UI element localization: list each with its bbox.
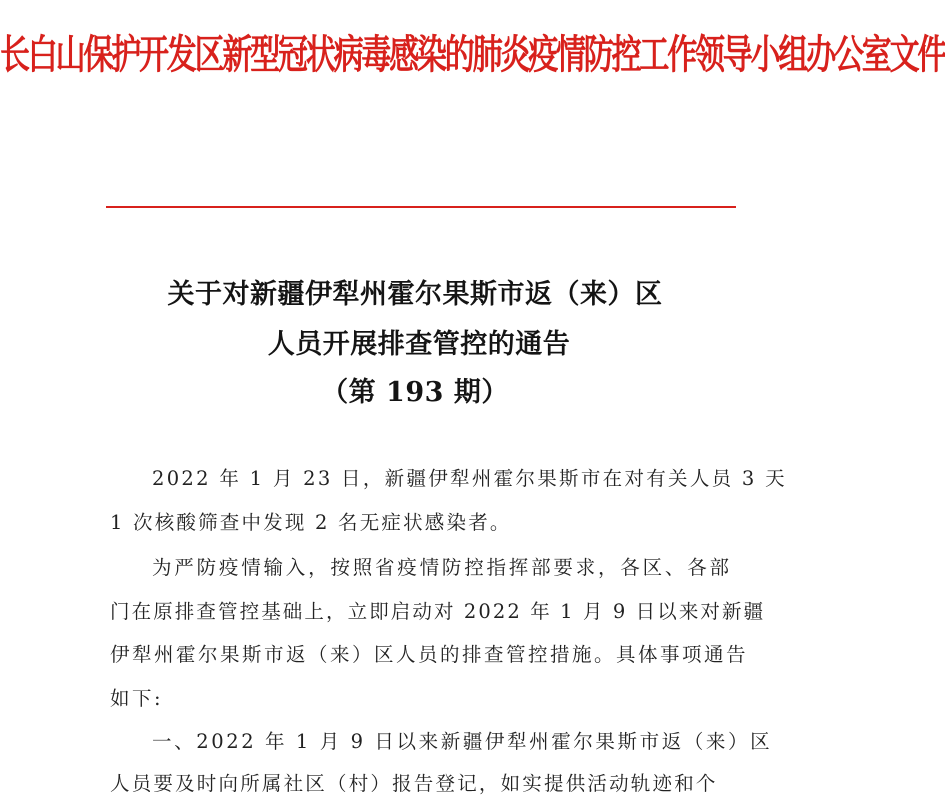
issuer-masthead: 长白山保护开发区新型冠状病毒感染的肺炎疫情防控工作领导小组办公室文件	[0, 32, 945, 79]
body-line: 2022 年 1 月 23 日，新疆伊犁州霍尔果斯市在对有关人员 3 天	[152, 467, 787, 490]
body-line: 如下:	[110, 687, 164, 710]
body-line: 为严防疫情输入，按照省疫情防控指挥部要求，各区、各部	[152, 556, 732, 579]
body-line: 人员要及时向所属社区（村）报告登记，如实提供活动轨迹和个	[110, 772, 718, 795]
notice-issue-number: （第 193 期）	[321, 377, 509, 408]
body-line: 门在原排查管控基础上，立即启动对 2022 年 1 月 9 日以来对新疆	[110, 600, 766, 623]
body-line: 伊犁州霍尔果斯市返（来）区人员的排查管控措施。具体事项通告	[110, 643, 749, 666]
notice-title-line-1: 关于对新疆伊犁州霍尔果斯市返（来）区	[167, 279, 663, 310]
notice-title-line-2: 人员开展排查管控的通告	[267, 329, 571, 360]
red-divider-rule	[106, 206, 736, 208]
body-line: 一、2022 年 1 月 9 日以来新疆伊犁州霍尔果斯市返（来）区	[152, 730, 773, 753]
body-line: 1 次核酸筛查中发现 2 名无症状感染者。	[110, 511, 512, 534]
